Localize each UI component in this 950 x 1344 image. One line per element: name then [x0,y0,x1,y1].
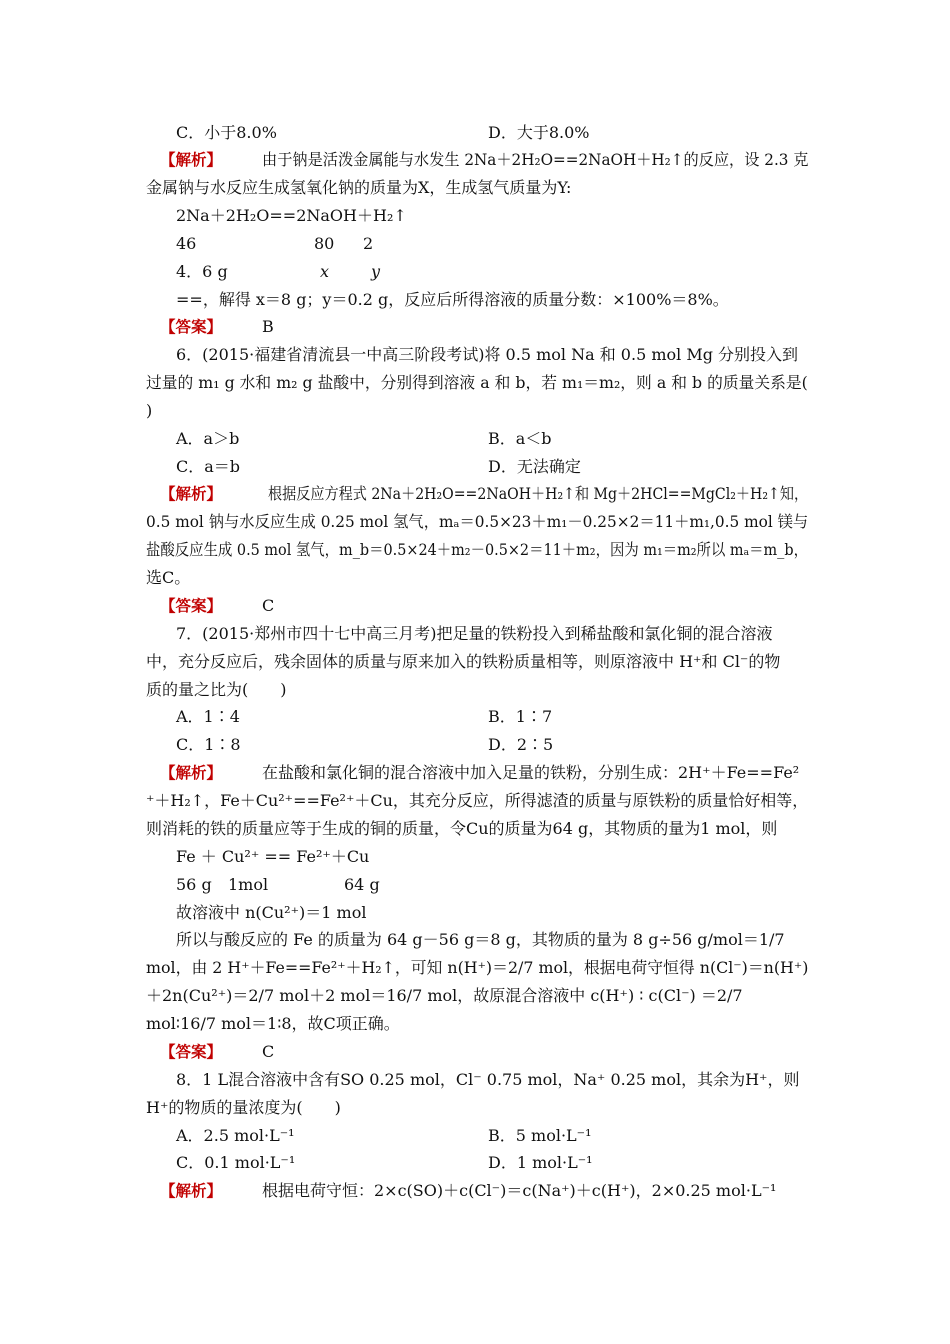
q5-option-c: C．小于8.0% [176,123,277,142]
q6-answer: C [262,596,275,615]
q6-analysis-line-3: 盐酸反应生成 0.5 mol 氢气，m_b＝0.5×24＋m₂－0.5×2＝11＋m₂，因为 m₁＝m₂所以 mₐ＝m_b， [146,540,808,559]
q8-analysis-line-1: 根据电荷守恒：2×c(SO)＋c(Cl⁻)＝c(Na⁺)＋c(H⁺)，2×0.25 mol·L⁻¹ [262,1181,777,1200]
q7-analysis-line-1: 在盐酸和氯化铜的混合溶液中加入足量的铁粉，分别生成：2H⁺＋Fe==Fe² [262,763,800,782]
q5-given-mass: 4．6 g [176,262,228,281]
q6-option-c: C．a＝b [176,457,241,476]
q6-analysis-line-1: 根据反应方程式 2Na＋2H₂O==2NaOH＋H₂↑和 Mg＋2HCl==MgCl₂＋H₂↑知， [268,484,809,503]
q6-analysis-line-2: 0.5 mol 钠与水反应生成 0.25 mol 氢气，mₐ＝0.5×23＋m₁－0.25×2＝11＋m₁,0.5 mol 镁与 [146,512,809,531]
q7-equation: Fe ＋ Cu²⁺ == Fe²⁺＋Cu [176,847,370,866]
q7-conclusion: 故溶液中 n(Cu²⁺)＝1 mol [176,903,367,922]
q5-analysis-line-2: 金属钠与水反应生成氢氧化钠的质量为X，生成氢气质量为Y: [146,178,572,197]
q7-option-c: C．1∶8 [176,735,241,754]
q8-analysis-label: 【解析】 [160,1182,223,1200]
q5-answer: B [262,317,274,336]
q6-analysis-line-4: 选C。 [146,568,191,587]
q8-stem-line-2: H⁺的物质的量浓度为( ) [146,1098,341,1117]
q6-stem-line-2: 过量的 m₁ g 水和 m₂ g 盐酸中，分别得到溶液 a 和 b，若 m₁＝m₂，则 a 和 b 的质量关系是( [146,373,808,392]
q7-stem-line-3: 质的量之比为( ) [146,680,287,699]
q7-mass-cu: 64 g [344,875,380,894]
q5-result-line: ==，解得 x＝8 g；y＝0.2 g，反应后所得溶液的质量分数：×100%＝8%。 [176,290,729,309]
q7-answer: C [262,1042,275,1061]
q7-stem-line-1: 7．(2015·郑州市四十七中高三月考)把足量的铁粉投入到稀盐酸和氯化铜的混合溶液 [176,624,773,643]
q7-option-d: D．2∶5 [488,735,554,754]
q5-equation: 2Na＋2H₂O==2NaOH＋H₂↑ [176,206,407,225]
q7-analysis-line-2: ⁺＋H₂↑，Fe＋Cu²⁺==Fe²⁺＋Cu，其充分反应，所得滤渣的质量与原铁粉的质量恰好相等， [146,791,809,810]
q7-mass-cu-mol: 1mol [228,875,269,894]
q5-answer-label: 【答案】 [160,318,223,336]
q8-stem-line-1: 8．1 L混合溶液中含有SO 0.25 mol，Cl⁻ 0.75 mol，Na⁺ 0.25 mol，其余为H⁺，则 [176,1070,800,1089]
q6-option-d: D．无法确定 [488,457,581,476]
q7-answer-label: 【答案】 [160,1043,223,1061]
q7-calc-line-2: mol，由 2 H⁺＋Fe==Fe²⁺＋H₂↑，可知 n(H⁺)＝2/7 mol，根据电荷守恒得 n(Cl⁻)＝n(H⁺) [146,958,809,977]
q7-option-b: B．1∶7 [488,707,553,726]
q5-mass-46: 46 [176,234,197,253]
q7-option-a: A．1∶4 [176,707,240,726]
q8-option-a: A．2.5 mol·L⁻¹ [176,1126,295,1145]
q5-var-y: y [371,262,381,281]
q7-analysis-line-3: 则消耗的铁的质量应等于生成的铜的质量，令Cu的质量为64 g，其物质的量为1 mol，则 [146,819,778,838]
q7-calc-line-1: 所以与酸反应的 Fe 的质量为 64 g－56 g＝8 g，其物质的量为 8 g÷56 g/mol＝1/7 [176,930,785,949]
q5-mass-80: 80 [314,234,335,253]
q6-stem-line-3: ) [146,401,153,420]
q6-option-a: A．a＞b [176,429,240,448]
q5-analysis-label: 【解析】 [160,151,223,169]
q6-stem-line-1: 6．(2015·福建省清流县一中高三阶段考试)将 0.5 mol Na 和 0.5 mol Mg 分别投入到 [176,345,799,364]
q6-analysis-label: 【解析】 [160,485,223,503]
q7-calc-line-3: ＋2n(Cu²⁺)＝2/7 mol＋2 mol＝16/7 mol，故原混合溶液中 c(H⁺) ∶ c(Cl⁻) ＝2/7 [146,986,743,1005]
q8-option-b: B．5 mol·L⁻¹ [488,1126,592,1145]
q8-option-d: D．1 mol·L⁻¹ [488,1153,593,1172]
q6-answer-label: 【答案】 [160,597,223,615]
q7-stem-line-2: 中，充分反应后，残余固体的质量与原来加入的铁粉质量相等，则原溶液中 H⁺和 Cl⁻的物 [146,652,781,671]
q7-mass-fe: 56 g [176,875,212,894]
q5-mass-2: 2 [363,234,374,253]
q6-option-b: B．a＜b [488,429,552,448]
q7-analysis-label: 【解析】 [160,764,223,782]
q5-option-d: D．大于8.0% [488,123,590,142]
q5-analysis-line-1: 由于钠是活泼金属能与水发生 2Na＋2H₂O==2NaOH＋H₂↑的反应，设 2.3 克 [262,150,809,169]
q8-option-c: C．0.1 mol·L⁻¹ [176,1153,296,1172]
q5-var-x: x [320,262,330,281]
q7-calc-line-4: mol∶16/7 mol＝1∶8，故C项正确。 [146,1014,400,1033]
